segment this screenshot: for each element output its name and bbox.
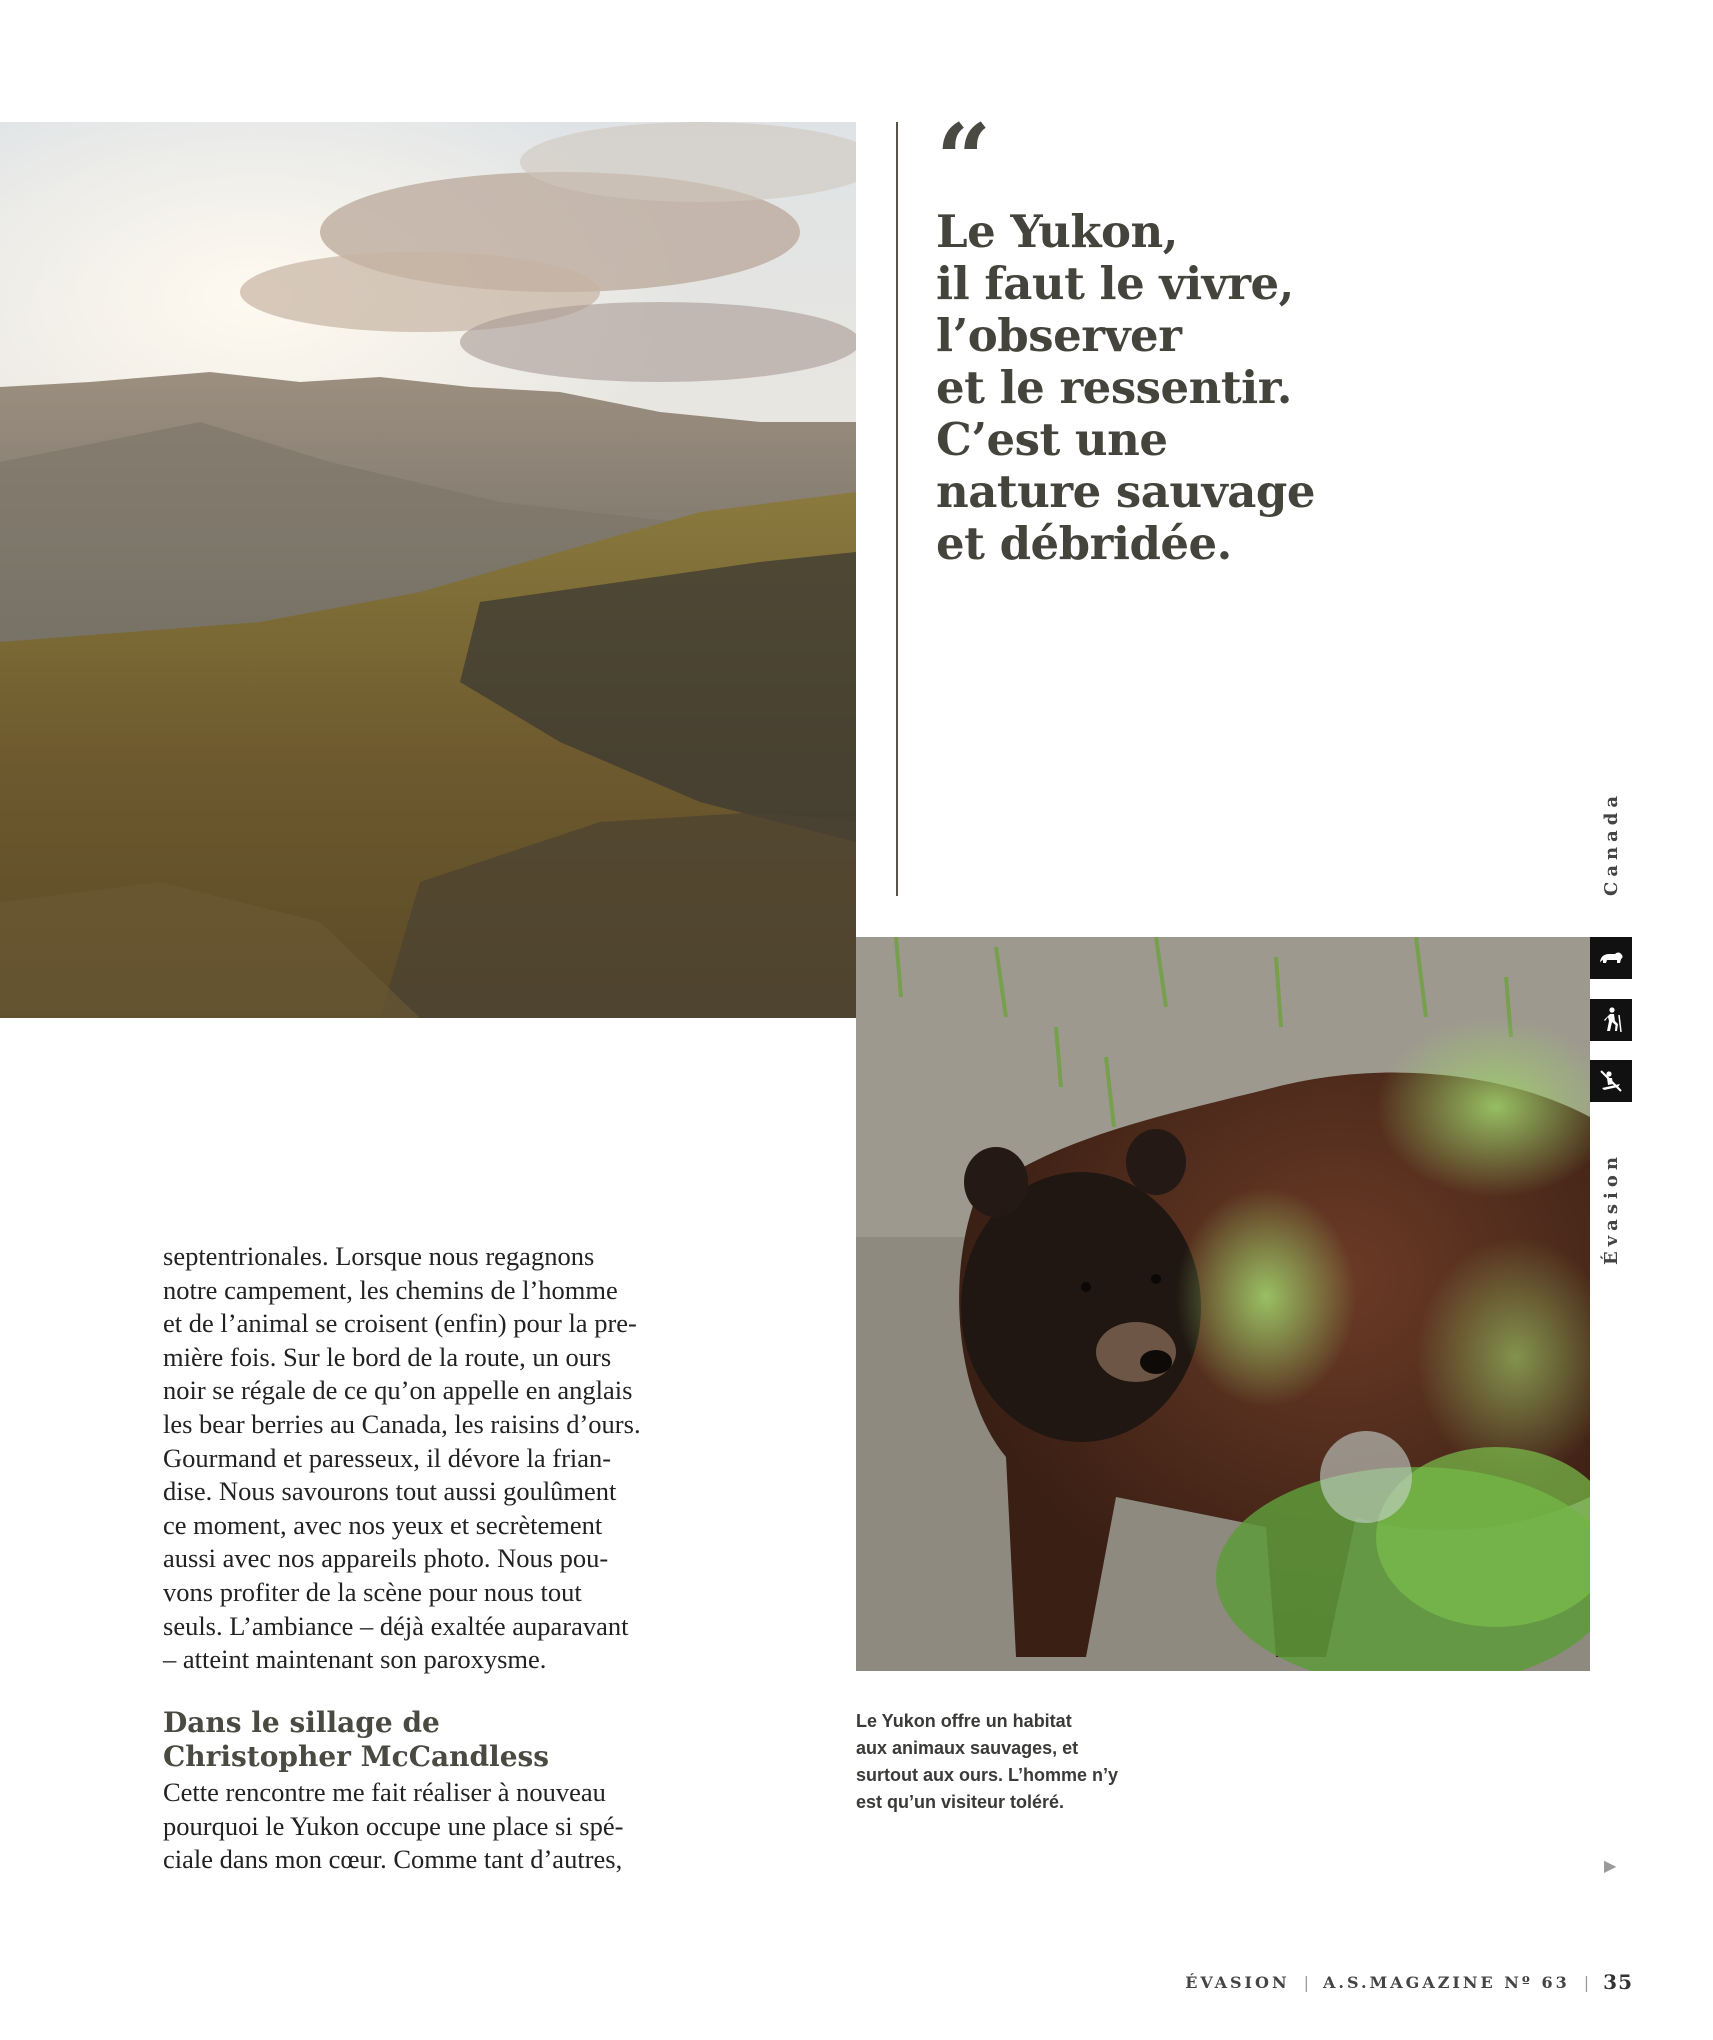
body-line: les bear berries au Canada, les raisins d’ours. (163, 1408, 641, 1439)
footer-section: ÉVASION (1185, 1972, 1290, 1992)
body-line: Gourmand et paresseux, il dévore la frian- (163, 1442, 612, 1473)
heading-line: Dans le sillage de (163, 1706, 440, 1739)
body-line: et de l’animal se croisent (enfin) pour la pre- (163, 1308, 637, 1339)
pull-quote-line: Le Yukon, (936, 205, 1178, 258)
body-line: vons profiter de la scène pour nous tout (163, 1576, 582, 1607)
footer-separator: | (1303, 1972, 1309, 1992)
body-line: notre campement, les chemins de l’homme (163, 1274, 618, 1305)
body-line: Cette rencontre me fait réaliser à nouveau (163, 1777, 606, 1807)
body-line: dise. Nous savourons tout aussi goulûment (163, 1476, 617, 1507)
footer-magazine: A.S.MAGAZINE Nº 63 (1323, 1972, 1570, 1992)
body-line: ce moment, avec nos yeux et secrètement (163, 1509, 603, 1540)
caption-line: est qu’un visiteur toléré. (856, 1792, 1065, 1812)
body-line: aussi avec nos appareils photo. Nous pou- (163, 1543, 609, 1574)
body-line: noir se régale de ce qu’on appelle en anglais (163, 1375, 633, 1406)
caption-line: aux animaux sauvages, et (856, 1738, 1079, 1758)
pull-quote-line: et débridée. (936, 517, 1232, 570)
pull-quote-line: l’observer (936, 309, 1182, 362)
continue-arrow-icon[interactable]: ▶ (1604, 1856, 1617, 1875)
body-line: septentrionales. Lorsque nous regagnons (163, 1241, 595, 1271)
section-heading (163, 1706, 663, 1774)
quote-divider (896, 122, 898, 896)
pull-quote-line: nature sauvage (936, 465, 1315, 518)
rail-country-label: Canada (1601, 791, 1622, 896)
footer-separator: | (1583, 1972, 1590, 1992)
page-number: 35 (1603, 1970, 1633, 1994)
body-line: ciale dans mon cœur. Comme tant d’autres, (163, 1844, 623, 1875)
pull-quote (936, 206, 1366, 570)
quote-mark-icon: “ (936, 103, 992, 216)
caption-line: Le Yukon offre un habitat (856, 1711, 1072, 1731)
body-line: mière fois. Sur le bord de la route, un ours (163, 1341, 612, 1372)
rail-section-label: Évasion (1601, 1152, 1622, 1265)
article-body-text (163, 1240, 653, 1677)
black-bear-photo (856, 937, 1590, 1671)
pull-quote-line: et le ressentir. (936, 361, 1292, 414)
pull-quote-line: C’est une (936, 413, 1168, 466)
body-line: – atteint maintenant son paroxysme. (163, 1644, 547, 1675)
body-line: pourquoi le Yukon occupe une place si spé- (163, 1810, 624, 1841)
article-body-text-continued (163, 1776, 653, 1877)
page-footer (1185, 1970, 1633, 1994)
hiker-icon (1590, 999, 1632, 1041)
photo-caption (856, 1708, 1156, 1816)
bear-icon (1590, 937, 1632, 979)
kayak-icon (1590, 1060, 1632, 1102)
heading-line: Christopher McCandless (163, 1740, 550, 1773)
caption-line: surtout aux ours. L’homme n’y (856, 1765, 1119, 1785)
pull-quote-line: il faut le vivre, (936, 257, 1294, 310)
body-line: seuls. L’ambiance – déjà exaltée auparavant (163, 1610, 629, 1641)
mountain-landscape-photo (0, 122, 856, 1018)
